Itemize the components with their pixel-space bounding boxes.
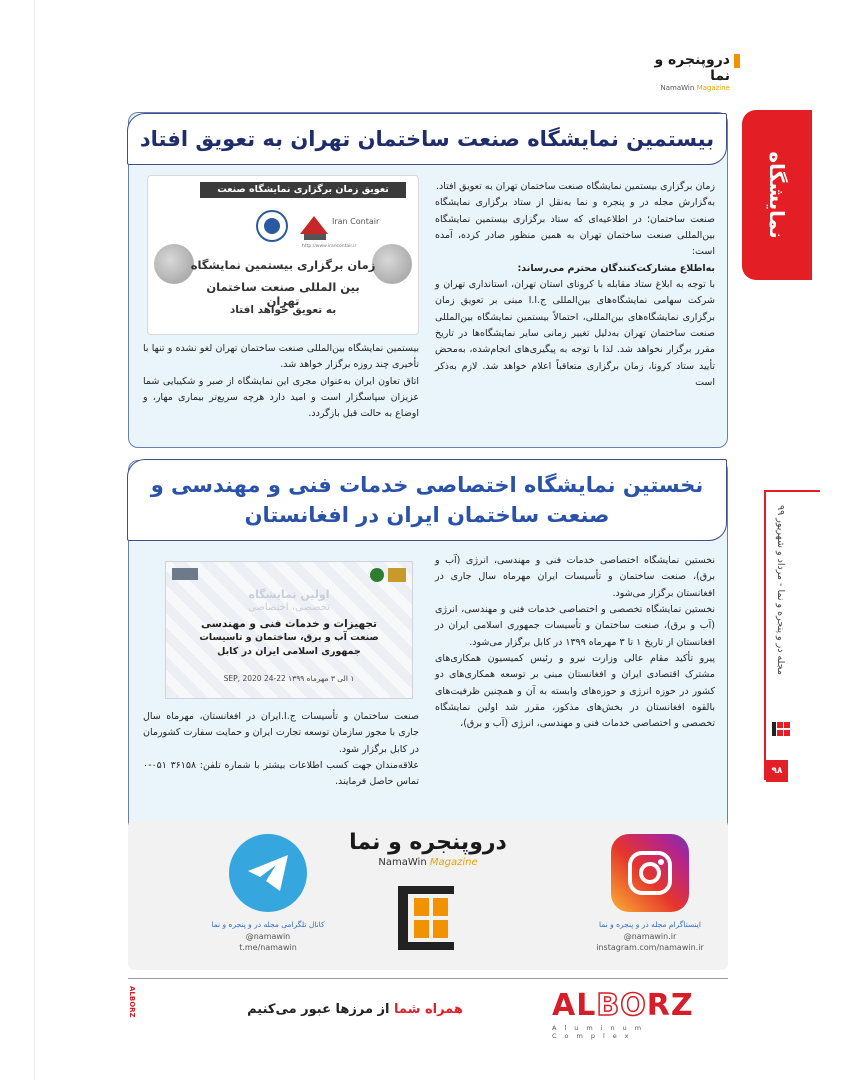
folio-label: مجله در و پنجره و نما - مرداد و شهریور ۹۹ — [775, 505, 786, 675]
poster-line: جمهوری اسلامی ایران در کابل — [217, 646, 361, 657]
svg-text:http://www.irancontair.ir: http://www.irancontair.ir — [302, 244, 357, 249]
footer-rule — [128, 978, 728, 979]
paragraph: بیستمین نمایشگاه بین‌المللی صنعت ساختمان تهران لغو نشده و تنها با تأخیری چند روزه برگزار خواهد شد. — [143, 343, 419, 371]
paragraph: به‌گزارش مجله در و پنجره و نما به‌نقل از ستاد برگزاری نمایشگاه صنعت ساختمان؛ در اطلاعیه‌ای که ستاد برگزاری بیستمین نمایشگاه بین‌المللی صنعت ساختمان تهران به همین منظور صادر کرده، آمده است: — [435, 197, 715, 258]
postponement-notice-image — [147, 175, 419, 335]
logo-brand-en: NamaWin — [378, 857, 427, 868]
masthead-brand — [640, 84, 740, 92]
article-title: نخستین نمایشگاه اختصاصی خدمات فنی و مهندسی و صنعت ساختمان ایران در افغانستان — [127, 459, 727, 541]
folio-rule-vertical — [764, 490, 766, 780]
namawin-logo — [318, 830, 538, 868]
article-body-right — [435, 179, 715, 391]
poster-line: اولین نمایشگاه — [248, 588, 330, 601]
masthead-mark — [734, 54, 740, 68]
folio-rule — [764, 490, 820, 492]
section-tab-label: نمایشگاه — [765, 151, 789, 239]
poster-emblem — [370, 568, 384, 582]
paragraph: نخستین نمایشگاه تخصصی و اختصاصی خدمات فنی و مهندسی، انرژی (آب و برق)، صنعت ساختمان و تأسیسات جمهوری اسلامی ایران در افغانستان از تاریخ ۱ تا ۳ مهرماه ۱۳۹۹ در کابل برگزار می‌شود. — [435, 603, 715, 648]
alborz-subtitle: Aluminum Complex — [552, 1024, 650, 1040]
instagram-card[interactable] — [550, 834, 750, 970]
poster-line: تخصصی، اختصاصی — [248, 602, 330, 613]
alborz-logo — [552, 990, 730, 1040]
poster-dates: ۱ الی ۳ مهرماه ۱۳۹۹ 22-24 SEP, 2020 — [223, 674, 355, 683]
namawin-icon — [772, 720, 790, 738]
poster-logo — [388, 568, 406, 582]
slogan-rest: از مرزها عبور می‌کنیم — [247, 1002, 390, 1017]
paragraph: پیرو تأکید مقام عالی وزارت نیرو و رئیس کمیسیون همکاری‌های مشترک اقتصادی ایران و افغانستان مبنی بر توسعه همکاری‌های دو کشور در حوزه انرژی و حوزه‌های وابسته به آن و همچنین ظرفیت‌های بالقوه افغانستان در بخش‌های مذکور، مقرر شد اولین نمایشگاه تخصصی و اختصاصی خدمات فنی و مهندسی، انرژی (آب و برق)، — [435, 652, 715, 730]
window-logo-icon — [398, 886, 454, 950]
article-afghanistan-exhibition — [128, 460, 728, 836]
ad-slogan — [240, 1002, 470, 1017]
paragraph: علاقه‌مندان جهت کسب اطلاعات بیشتر با شماره تلفن: ۳۶۱۵۸ ۰۵۱-۰ تماس حاصل فرمایند. — [143, 759, 419, 788]
telegram-icon[interactable] — [229, 834, 307, 912]
masthead-title: دروپنجره و نما — [654, 52, 730, 84]
telegram-url[interactable]: t.me/namawin — [239, 943, 297, 952]
alborz-part: RZ — [646, 988, 694, 1023]
folio-text — [770, 505, 788, 705]
article-body-left — [143, 341, 419, 423]
paragraph-bold: به‌اطلاع مشارکت‌کنندگان محترم می‌رساند: — [517, 262, 715, 274]
telegram-caption: کانال تلگرامی مجله در و پنجره و نما — [211, 920, 325, 929]
vertical-brand — [126, 986, 138, 1036]
kabul-exhibition-poster — [165, 561, 413, 699]
poster-line: صنعت آب و برق، ساختمان و تاسیسات — [199, 632, 379, 643]
paragraph: نخستین نمایشگاه اختصاصی خدمات فنی و مهندسی، انرژی (آب و برق)، صنعت ساختمان و تأسیسات ایران مهرماه سال جاری در افغانستان برگزار می‌شود. — [435, 555, 715, 599]
image-line: بین المللی صنعت ساختمان تهران — [206, 280, 360, 308]
masthead-logo — [640, 52, 740, 92]
decor-circle — [372, 244, 412, 284]
instagram-icon[interactable] — [611, 834, 689, 912]
alborz-part: AL — [552, 988, 597, 1023]
poster-line: تجهیزات و خدمات فنی و مهندسی — [201, 618, 377, 630]
logo-brand — [318, 857, 538, 868]
paragraph: اتاق تعاون ایران به‌عنوان مجری این نمایشگاه از صبر و شکیبایی شما عزیزان سپاسگزار است و امید دارد هرچه سریع‌تر بیماری مهار، و اوضاع به حالت قبل بازگردد. — [143, 375, 419, 420]
paragraph: صنعت ساختمان و تأسیسات ج.ا.ایران در افغانستان، مهرماه سال جاری با مجوز سازمان توسعه تجارت ایران و حمایت سفارت کشورمان در کابل برگزار شود. — [143, 711, 419, 755]
logo-brand-tag: Magazine — [429, 857, 478, 868]
instagram-handle[interactable]: @namawin.ir — [623, 932, 677, 941]
telegram-handle[interactable]: @namawin — [245, 932, 291, 941]
article-title: بیستمین نمایشگاه صنعت ساختمان تهران به تعویق افتاد — [127, 113, 727, 165]
alborz-part: BO — [596, 988, 647, 1023]
margin-rule — [34, 0, 35, 1080]
vertical-brand-label: ALBORZ — [128, 986, 136, 1018]
poster-logo — [172, 568, 198, 580]
article-body-right — [435, 553, 715, 733]
masthead-brand-tag: Magazine — [696, 84, 730, 92]
logo-title: دروپنجره و نما — [349, 830, 507, 855]
image-line: زمان برگزاری بیستمین نمایشگاه — [190, 258, 376, 272]
page-number: ۹۸ — [766, 760, 788, 782]
iran-contair-logo — [248, 204, 380, 250]
section-tab — [742, 110, 812, 280]
image-line: به تعویق خواهد افتاد — [229, 304, 337, 316]
alborz-wordmark — [552, 990, 730, 1022]
article-body-left — [143, 709, 419, 791]
paragraph: با توجه به ابلاغ ستاد مقابله با کرونای استان تهران، استانداری تهران و شرکت سهامی نمایشگاه‌های بین‌المللی ج.ا.ا مبنی بر تعویق زمان برگزاری نمایشگاه‌های بین‌المللی، احتمالاً بیستمین نمایشگاه بین‌المللی صنعت ساختمان تهران به‌دلیل تغییر زمانی سایر نمایشگاه‌ها در تاریخ مقرر برگزار نخواهد شد. لذا با توجه به پیگیری‌های انجام‌شده، به‌محض تأیید ستاد کرونا، زمان برگزاری متعاقباً اعلام خواهد شد. لازم به‌ذکر است — [435, 278, 715, 388]
social-links-panel — [128, 820, 728, 970]
svg-text:Iran Contair: Iran Contair — [332, 217, 380, 226]
instagram-caption: اینستاگرام مجله در و پنجره و نما — [599, 920, 701, 929]
slogan-lead: همراه شما — [394, 1002, 463, 1017]
article-exhibition-postponed — [128, 112, 728, 448]
masthead-brand-en: NamaWin — [660, 84, 695, 92]
image-strip: تعویق زمان برگزاری نمایشگاه صنعت ساختمان — [200, 182, 406, 198]
instagram-url[interactable]: instagram.com/namawin.ir — [596, 943, 704, 952]
paragraph: زمان برگزاری بیستمین نمایشگاه صنعت ساختمان تهران به تعویق افتاد. — [435, 181, 715, 192]
